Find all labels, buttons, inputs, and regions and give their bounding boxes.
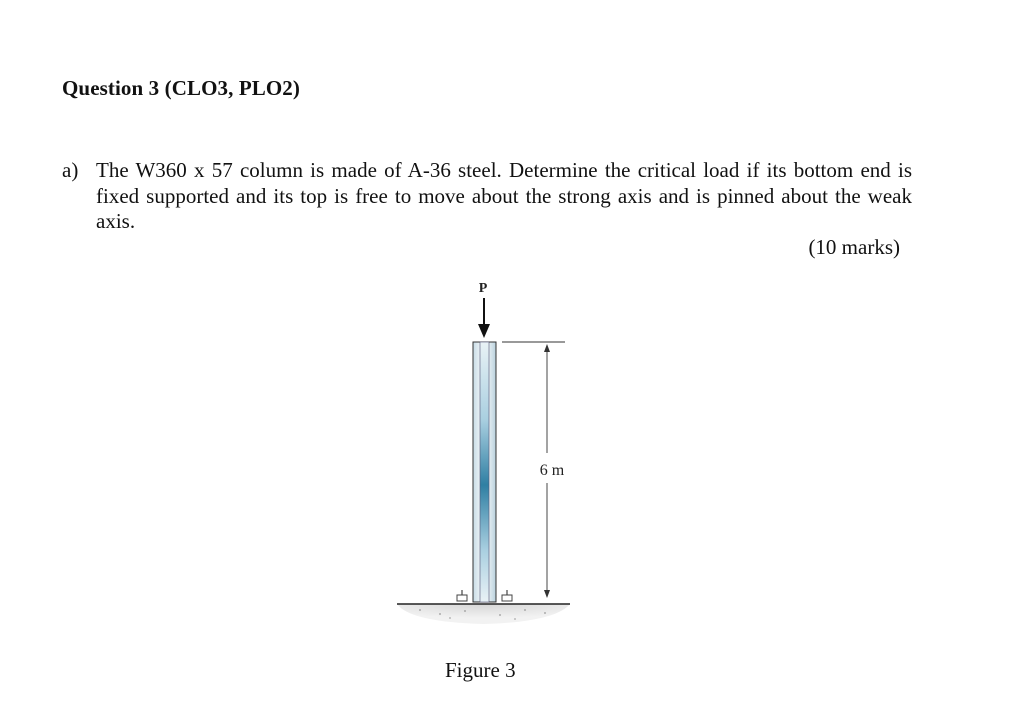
figure-caption: Figure 3 <box>445 658 516 682</box>
marks-label: (10 marks) <box>808 235 900 259</box>
part-label: a) <box>62 158 79 182</box>
ground-support <box>397 604 570 624</box>
load-label: P <box>478 281 488 296</box>
column <box>473 342 496 602</box>
part-text: The W360 x 57 column is made of A-36 steel. Determine the critical load if its bottom end is fixed supported and its top is free to move about the strong axis and is pinned about the weak axis. <box>96 158 912 233</box>
load-arrow <box>478 298 490 338</box>
height-label: 6 m <box>539 462 565 479</box>
column-diagram <box>380 270 600 640</box>
question-part-a <box>62 158 912 235</box>
question-heading: Question 3 (CLO3, PLO2) <box>62 76 300 100</box>
column-figure <box>380 270 600 640</box>
